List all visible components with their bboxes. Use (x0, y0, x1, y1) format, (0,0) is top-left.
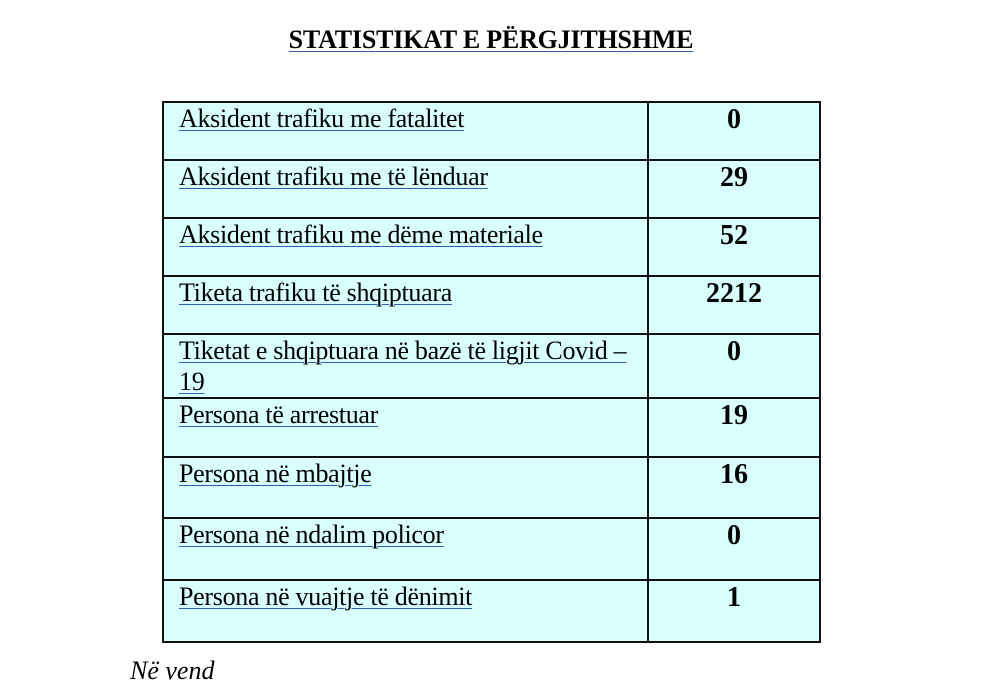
row-label: Aksident trafiku me fatalitet (179, 104, 465, 133)
statistics-table (162, 101, 821, 643)
row-value: 0 (648, 334, 820, 398)
row-value: 1 (648, 580, 820, 642)
page-title (0, 22, 982, 58)
row-label: Persona në mbajtje (179, 459, 372, 488)
table-row (163, 457, 820, 518)
table-row (163, 580, 820, 642)
row-label: Aksident trafiku me të lënduar (179, 162, 488, 191)
footer-partial-text: Në vend (130, 656, 215, 685)
row-value: 0 (648, 518, 820, 580)
table-row (163, 518, 820, 580)
table-row (163, 218, 820, 276)
table-row (163, 102, 820, 160)
row-value: 2212 (648, 276, 820, 334)
row-label: Persona në vuajtje të dënimit (179, 582, 473, 611)
row-label-cell (163, 160, 648, 218)
row-label-cell (163, 580, 648, 642)
table-row (163, 160, 820, 218)
table-row (163, 334, 820, 398)
page-title-text: STATISTIKAT E PËRGJITHSHME (288, 25, 694, 54)
row-value: 0 (648, 102, 820, 160)
row-label: Persona të arrestuar (179, 400, 379, 429)
row-label-cell (163, 334, 648, 398)
row-label-cell (163, 218, 648, 276)
row-label: Tiketa trafiku të shqiptuara (179, 278, 452, 307)
row-label: Persona në ndalim policor (179, 520, 444, 549)
table-row (163, 398, 820, 457)
row-value: 16 (648, 457, 820, 518)
row-label-cell (163, 276, 648, 334)
row-label: Aksident trafiku me dëme materiale (179, 220, 543, 249)
row-label-cell (163, 398, 648, 457)
row-label: Tiketat e shqiptuara në bazë të ligjit Covid – 19 (179, 336, 627, 396)
table-row (163, 276, 820, 334)
row-value: 29 (648, 160, 820, 218)
row-label-cell (163, 457, 648, 518)
row-value: 19 (648, 398, 820, 457)
row-label-cell (163, 518, 648, 580)
row-value: 52 (648, 218, 820, 276)
row-label-cell (163, 102, 648, 160)
